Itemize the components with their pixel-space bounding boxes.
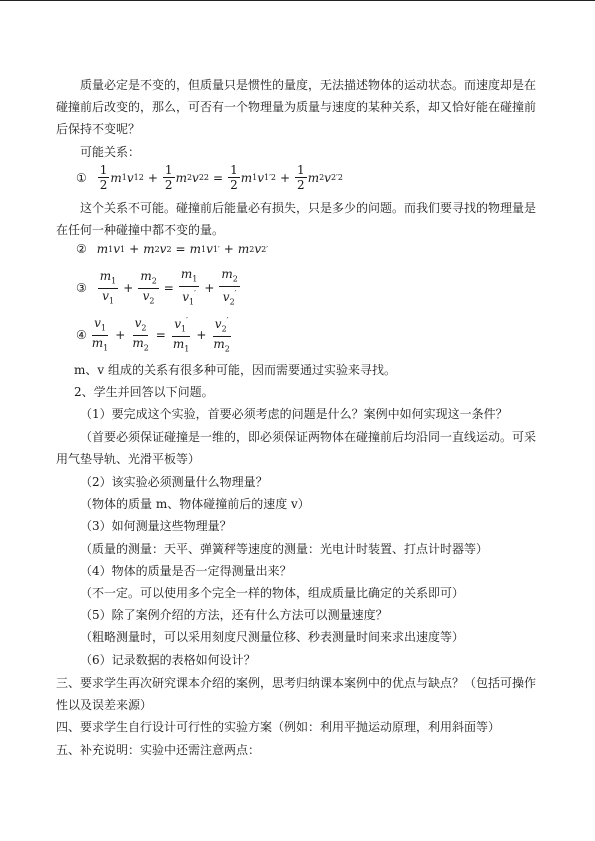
equation-3: ③ $\frac{m_1}{v_1}$ + $\frac{m_2}{v_2}$ = $\frac{m_1}{v_1'}$ + $\frac{m_2}{v_2'}$ <box>76 267 238 307</box>
question-4: （4）物体的质量是否一定得测量出来？ <box>80 564 292 578</box>
question-1: （1）要完成这个实验，首要必须考虑的问题是什么？案例中如何实现这一条件？ <box>80 407 508 421</box>
equation-4-mark: ④ <box>76 328 87 343</box>
answer-2: （物体的质量 m、物体碰撞前后的速度 v） <box>80 497 310 511</box>
equation-1-mark: ① <box>76 170 87 185</box>
answer-3: （质量的测量：天平、弹簧秤等速度的测量：光电计时装置、打点计时器等） <box>80 542 489 556</box>
section-4: 四、要求学生自行设计可行性的实验方案（例如：利用平抛运动原理，利用斜面等） <box>56 720 501 734</box>
paragraph-not-possible: 这个关系不可能。碰撞前后能量必有损失，只是多少的问题。而我们要寻找的物理量是在任何一种碰撞中都不变的量。 <box>56 201 537 237</box>
answer-5: （粗略测量时，可以采用刻度尺测量位移、秒表测量时间来求出速度等） <box>80 630 465 644</box>
question-2: （2）该实验必须测量什么物理量？ <box>80 475 268 489</box>
equation-3-mark: ③ <box>76 281 87 296</box>
equation-2-mark: ② <box>76 242 87 256</box>
section-3: 三、要求学生再次研究课本介绍的案例，思考归纳课本案例中的优点与缺点？（包括可操作性以及误差来源） <box>56 676 537 712</box>
answer-1: （首要必须保证碰撞是一维的，即必须保证两物体在碰撞前后均沿同一直线运动。可采用气垫导轨、光滑平板等） <box>56 430 537 466</box>
equation-4: ④ $\frac{v_1}{m_1}$ + $\frac{v_2}{m_2}$ = $\frac{v_1'}{m_1}$ + $\frac{v_2'}{m_2}$ <box>76 315 230 354</box>
section-5: 五、补充说明：实验中还需注意两点： <box>56 743 261 757</box>
equation-1: ① $\frac{1}{2}$ m 1 v 1 2 + $\frac{1}{2}$ m 2 v 2 2 = $\frac{1}{2}$ m 1 v 1 ′2 + $\frac{1}{2}$ m 2 v 2 ′2 <box>76 163 343 192</box>
item-2-heading: 2、学生并回答以下问题。 <box>74 385 214 399</box>
equation-2: ② m 1 v 1 + m 2 v 2 = m 1 v 1 ′ + m 2 v 2 ′ <box>76 242 269 256</box>
paragraph-relations-note: m、v 组成的关系有很多种可能，因而需要通过实验来寻找。 <box>74 363 396 377</box>
question-3: （3）如何测量这些物理量？ <box>80 519 232 533</box>
header-rule <box>0 0 595 1</box>
question-6: （6）记录数据的表格如何设计？ <box>80 653 256 667</box>
paragraph-intro: 质量必定是不变的，但质量只是惯性的量度，无法描述物体的运动状态。而速度却是在碰撞前后改变的，那么，可否有一个物理量为质量与速度的某种关系，却又恰好能在碰撞前后保持不变呢？ <box>56 78 537 136</box>
answer-4: （不一定。可以使用多个完全一样的物体，组成质量比确定的关系即可） <box>80 586 465 600</box>
question-5: （5）除了案例介绍的方法，还有什么方法可以测量速度？ <box>80 608 388 622</box>
possible-relations-label: 可能关系： <box>80 145 141 159</box>
